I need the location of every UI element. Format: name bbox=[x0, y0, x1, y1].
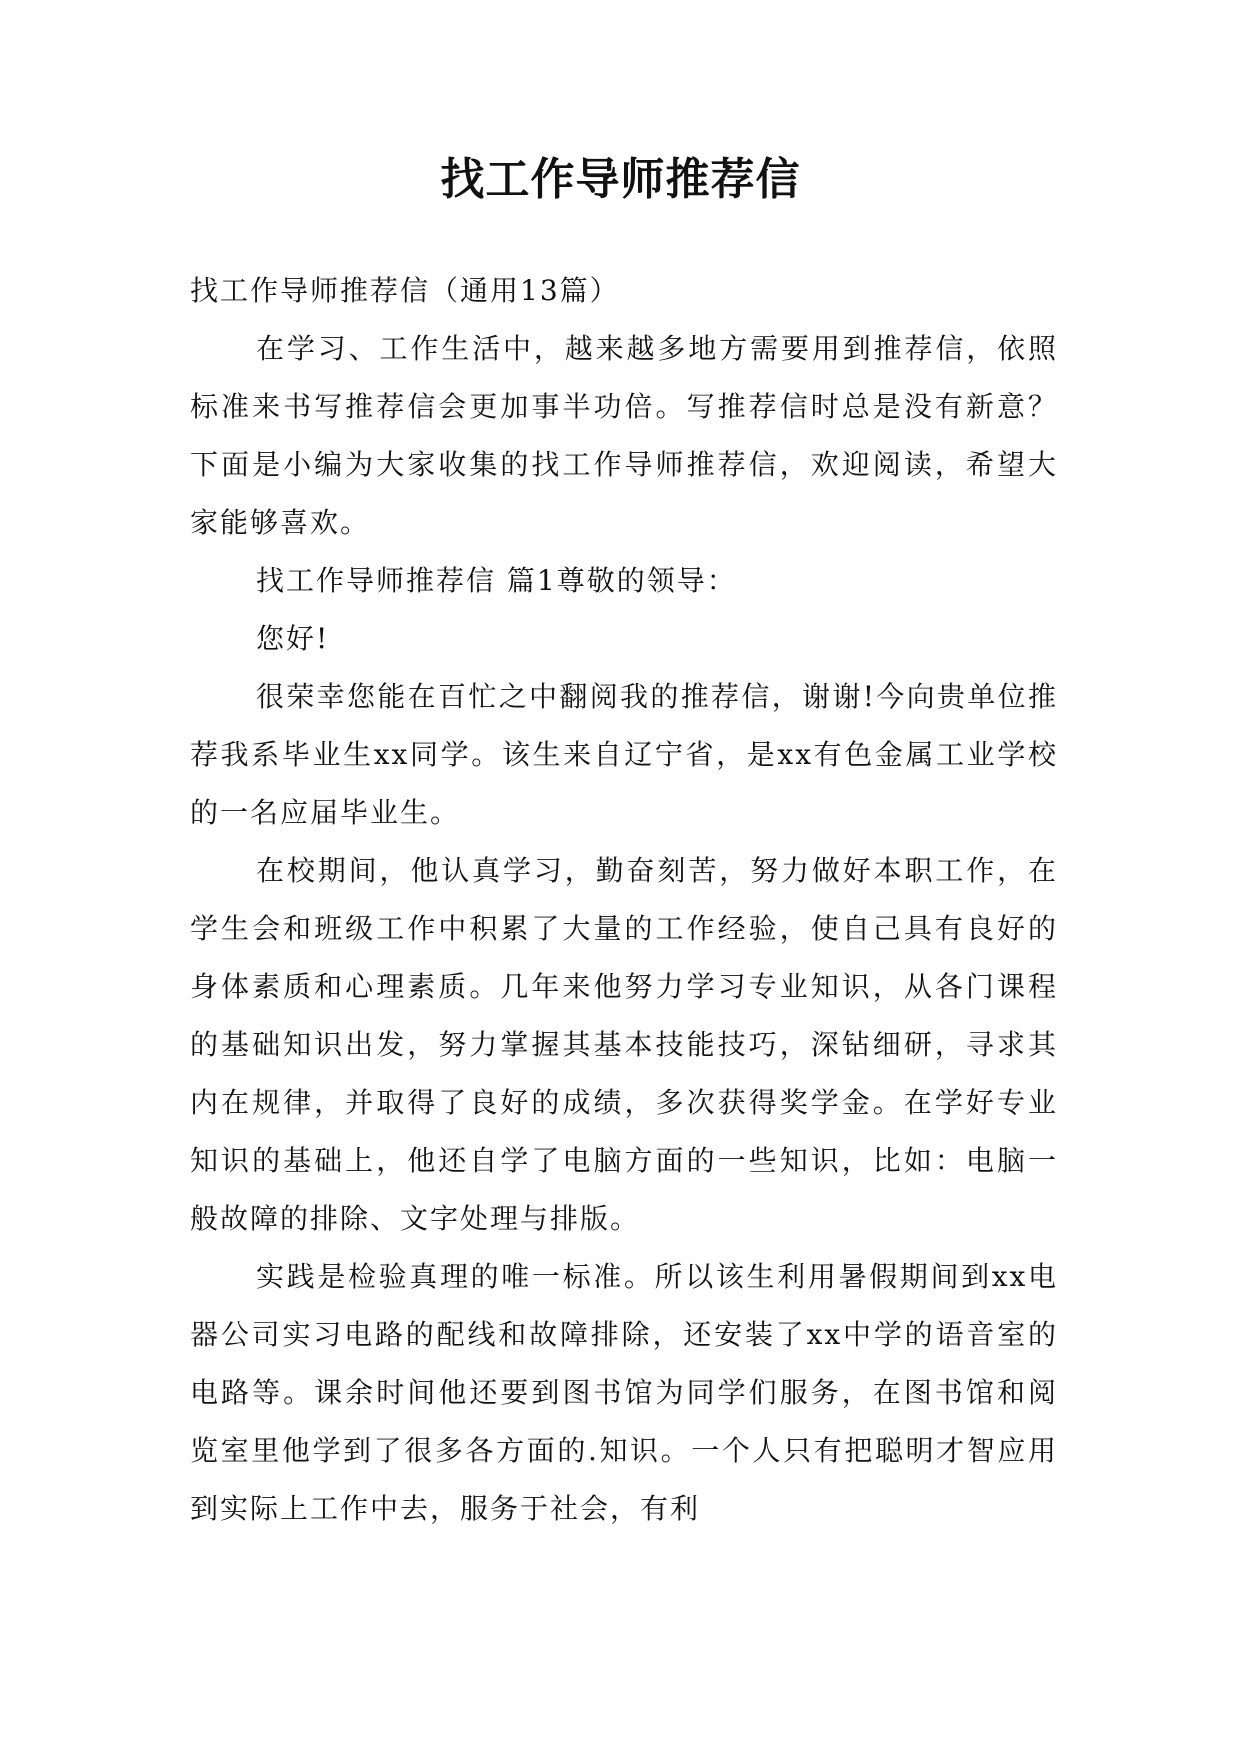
body-paragraph: 在校期间，他认真学习，勤奋刻苦，努力做好本职工作，在学生会和班级工作中积累了大量的工作经验，使自己具有良好的身体素质和心理素质。几年来他努力学习专业知识，从各门课程的基础知识出发，努力掌握其基本技能技巧，深钻细研，寻求其内在规律，并取得了良好的成绩，多次获得奖学金。在学好专业知识的基础上，他还自学了电脑方面的一些知识，比如：电脑一般故障的排除、文字处理与排版。 bbox=[190, 854, 1058, 1235]
document-body bbox=[190, 262, 1058, 1538]
body-paragraph: 很荣幸您能在百忙之中翻阅我的推荐信，谢谢!今向贵单位推荐我系毕业生xx同学。该生来自辽宁省，是xx有色金属工业学校的一名应届毕业生。 bbox=[190, 680, 1058, 829]
letter-heading: 找工作导师推荐信 篇1尊敬的领导： bbox=[256, 564, 737, 597]
body-paragraph: 实践是检验真理的唯一标准。所以该生利用暑假期间到xx电器公司实习电路的配线和故障排除，还安装了xx中学的语音室的电路等。课余时间他还要到图书馆为同学们服务，在图书馆和阅览室里他学到了很多各方面的.知识。一个人只有把聪明才智应用到实际上工作中去，服务于社会，有利 bbox=[190, 1260, 1058, 1525]
greeting: 您好! bbox=[256, 622, 330, 655]
document-subtitle: 找工作导师推荐信（通用13篇） bbox=[190, 274, 620, 307]
document-title: 找工作导师推荐信 bbox=[440, 154, 801, 205]
intro-paragraph: 在学习、工作生活中，越来越多地方需要用到推荐信，依照标准来书写推荐信会更加事半功倍。写推荐信时总是没有新意？下面是小编为大家收集的找工作导师推荐信，欢迎阅读，希望大家能够喜欢。 bbox=[190, 332, 1058, 539]
